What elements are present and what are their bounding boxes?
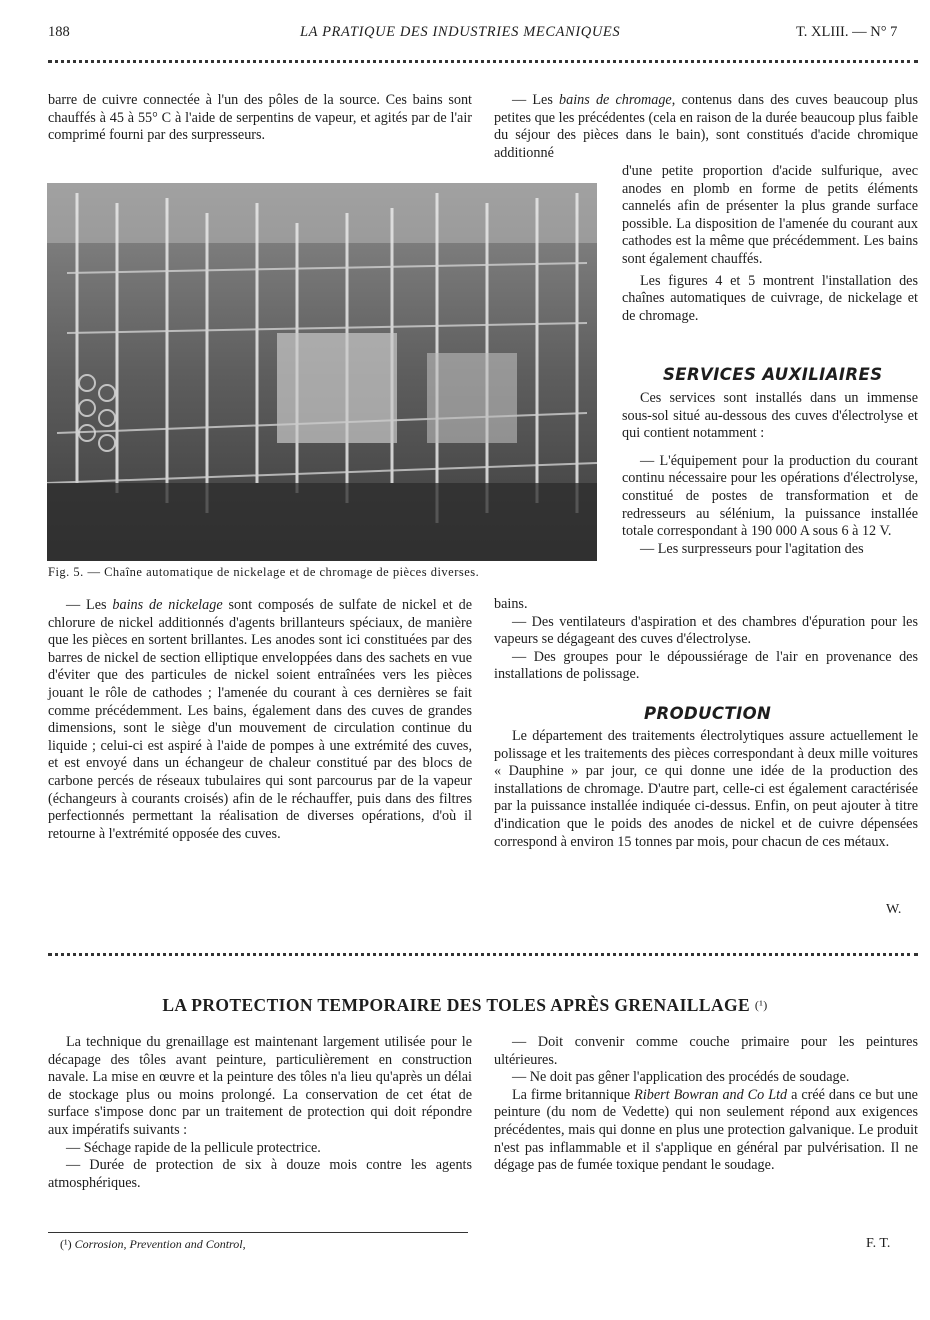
article2-firm-paragraph — [494, 1087, 918, 1175]
article2-left-column — [48, 1034, 472, 1192]
title-footnote-mark: (¹) — [754, 998, 768, 1012]
signature-w: W. — [886, 902, 902, 917]
article2-intro: La technique du grenaillage est maintenant largement utilisée pour le décapage des tôles avant peinture, particulièrement en construction navale. La mise en œuvre et la peinture des tôles n'a lieu qu'après un délai de stockage plus ou moins prolongé. La conservation de cet état de surface s'impose donc par un traitement de protection qui doit répondre aux impératifs suivants : — [48, 1034, 472, 1138]
paragraph-text: barre de cuivre connectée à l'un des pôles de la source. Ces bains sont chauffés à 45 à 55° C à l'aide de serpentins de vapeur, et agités par de l'air comprimé fourni par des surpresseurs. — [48, 92, 472, 144]
caption-prefix: Fig. 5. — [48, 565, 84, 579]
services-block — [622, 390, 918, 558]
firm-lead: La firme britannique — [512, 1086, 635, 1103]
footnote-mark: (¹) — [60, 1237, 72, 1251]
nickel-body: sont composés de sulfate de nickel et de chlorure de nickel additionnés d'agents brillanteurs spéciaux, de manière que les pièces en sortent brillantes. Les anodes sont ici constituées par des barres de nickel de section elliptique enveloppées dans des sachets en vue d'éviter que des particules de nickel soient entraînées vers les pièces jouant le rôle de cathodes ; l'amenée du courant à ces dernières se fait comme précédemment. Les bains, également dans des cuves de grandes dimensions, sont le siège d'un mouvement de circulation continue du liquide ; celui-ci est aspiré à l'aide de pompes à une extrémité des cuves, et est envoyé dans un échangeur de chaleur constitué par des blocs de carbone percés de réseaux tubulaires qui sont parcourus par de la vapeur (échangeurs à courants croisés) afin de le réchauffer, puis dans des filtres perfectionnés permettant la réalisation de diverses opérations, d'où il retourne à l'extrémité opposée des cuves. — [48, 597, 472, 842]
article-title — [0, 995, 930, 1016]
article2-item-4: — Ne doit pas gêner l'application des procédés de soudage. — [512, 1069, 850, 1086]
plating-line-illustration — [47, 183, 597, 561]
services-intro: Ces services sont installés dans un immense sous-sol situé au-dessous des cuves d'électrolyse et qui contient notamment : — [622, 390, 918, 442]
article-separator — [48, 953, 918, 956]
chrome-paragraph-wide — [494, 92, 918, 162]
footnote-rule — [48, 1232, 468, 1233]
production-body: Le département des traitements électrolytiques assure actuellement le polissage et les traitements des pièces correspondant à deux mille voitures « Dauphine » par jour, ce qui donne une idée de la production des installations de chromage. D'autre part, celle-ci est également caractérisée par la puissance installée indiquée ci-dessus. Enfin, on peut ajouter à titre d'indication que le poids des anodes de nickel et de cuivre dépensées correspond à environ 15 tonnes par mois, pour chacun de ces métaux. — [494, 728, 918, 850]
issue-number: T. XLIII. — N° 7 — [796, 24, 898, 40]
article2-item-3: — Doit convenir comme couche primaire pour les peintures ultérieures. — [494, 1034, 918, 1068]
nickel-lead: — Les — [66, 597, 113, 613]
article2-item-2: — Durée de protection de six à douze mois contre les agents atmosphériques. — [48, 1157, 472, 1191]
chrome-lead: — Les — [512, 92, 560, 108]
article2-right-column — [494, 1034, 918, 1175]
header-rule — [48, 60, 918, 63]
figures-paragraph: Les figures 4 et 5 montrent l'installation des chaînes automatiques de cuivrage, de nickelage et de chromage. — [622, 272, 918, 324]
section-heading-production: PRODUCTION — [644, 704, 772, 723]
chrome-body-wide: , contenus dans des cuves beaucoup plus petites que les précédentes (cela en raison de la durée beaucoup plus faible du séjour des pièces dans le bain), sont constitués d'acide chromique additionné — [494, 92, 918, 161]
firm-body: a créé dans ce but une peinture (du nom de Vedette) qui non seulement répond aux exigences précédentes, mais qui donne en plus une protection galvanique. Le produit n'est pas inflammable et il s'applique en général par pulvérisation. Il ne dégage pas de fumée toxique pendant le soudage. — [494, 1086, 918, 1174]
services-item-2b: bains. — [494, 596, 528, 612]
article2-item-1: — Séchage rapide de la pellicule protectrice. — [66, 1139, 321, 1156]
nickel-term: bains de nickelage — [112, 597, 223, 613]
journal-title: LA PRATIQUE DES INDUSTRIES MECANIQUES — [300, 24, 621, 40]
caption-text: — Chaîne automatique de nickelage et de chromage de pièces diverses. — [87, 565, 480, 579]
services-continued — [494, 596, 918, 684]
section-heading-services: SERVICES AUXILIAIRES — [663, 365, 883, 384]
services-item-3: — Des ventilateurs d'aspiration et des chambres d'épuration pour les vapeurs se dégageant des cuves d'électrolyse. — [494, 613, 918, 648]
figure-caption — [48, 565, 479, 580]
footnote — [60, 1237, 246, 1252]
page-number: 188 — [48, 24, 70, 40]
continued-paragraph — [48, 92, 472, 145]
chrome-term: bains de chromage — [559, 92, 672, 108]
nickel-paragraph — [48, 597, 472, 843]
factory-photo — [47, 183, 597, 561]
services-item-1: — L'équipement pour la production du courant continu nécessaire pour les opérations d'électrolyse, constitué de postes de transformation et de redresseurs au sélénium, la puissance installée totale correspondant à 190 000 A sous 6 à 12 V. — [622, 452, 918, 540]
chrome-body-narrow: d'une petite proportion d'acide sulfurique, avec anodes en plomb en forme de petits éléments cannelés afin de présenter la plus grande surface possible. La disposition de l'amenée du courant aux cathodes est la même que précédemment. Les bains sont également chauffés. — [622, 163, 918, 267]
firm-name: Ribert Bowran and Co Ltd — [634, 1086, 788, 1103]
services-item-2a: — Les surpresseurs pour l'agitation des — [640, 540, 864, 557]
production-block — [494, 728, 918, 851]
signature-ft: F. T. — [866, 1236, 891, 1251]
chrome-paragraph-narrow — [622, 163, 918, 325]
article-title-text: LA PROTECTION TEMPORAIRE DES TOLES APRÈS GRENAILLAGE — [162, 995, 751, 1015]
footnote-text: Corrosion, Prevention and Control, — [74, 1237, 246, 1251]
services-item-4: — Des groupes pour le dépoussiérage de l'air en provenance des installations de polissage. — [494, 648, 918, 683]
